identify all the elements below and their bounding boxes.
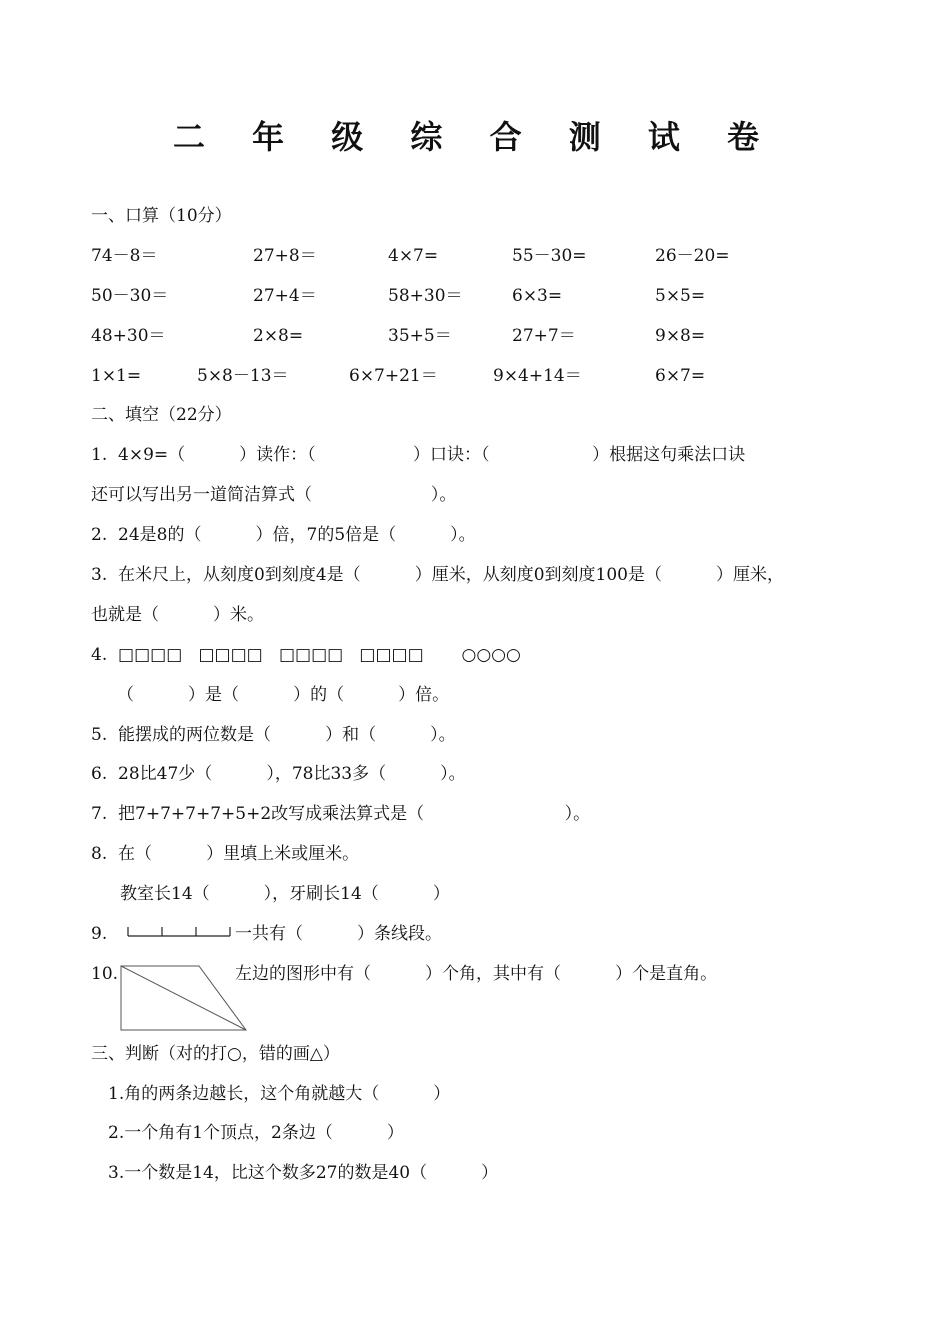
- calc-item: 35+5＝: [388, 326, 452, 346]
- calc-item: 74－8＝: [91, 246, 158, 266]
- calc-item: 9×4+14＝: [493, 366, 582, 386]
- calc-item: 6×7+21＝: [349, 366, 438, 386]
- calc-item: 27+7＝: [512, 326, 576, 346]
- calc-item: 27+8＝: [253, 246, 317, 266]
- calc-item: 5×5=: [655, 286, 706, 306]
- question-1-line-1: 1. 4×9=（ ）读作：（ ）口诀：（ ）根据这句乘法口诀: [91, 445, 746, 465]
- section-heading-fill-blank: 二、填空（22分）: [91, 405, 232, 425]
- page-title: 二 年 级 综 合 测 试 卷: [173, 118, 777, 156]
- calc-item: 4×7=: [388, 246, 439, 266]
- section-heading-true-false: 三、判断（对的打○，错的画△）: [91, 1044, 340, 1064]
- question-5: 5. 能摆成的两位数是（ ）和（ ）。: [91, 725, 456, 745]
- calc-item: 55－30=: [512, 246, 587, 266]
- calc-item: 6×3=: [512, 286, 563, 306]
- question-3-line-1: 3. 在米尺上，从刻度0到刻度4是（ ）厘米，从刻度0到刻度100是（ ）厘米，: [91, 565, 784, 585]
- calc-item: 9×8=: [655, 326, 706, 346]
- calc-item: 50－30＝: [91, 286, 169, 306]
- calc-item: 5×8－13＝: [197, 366, 289, 386]
- section-heading-oral-calc: 一、口算（10分）: [91, 206, 232, 226]
- calc-item: 48+30＝: [91, 326, 166, 346]
- calc-item: 1×1=: [91, 366, 142, 386]
- question-8-line-2: 教室长14（ ），牙刷长14（ ）: [120, 884, 450, 904]
- judge-item: 2.一个角有1个顶点，2条边（ ）: [108, 1123, 404, 1143]
- question-7: 7. 把7+7+7+7+5+2改写成乘法算式是（ ）。: [91, 804, 591, 824]
- question-4-shapes: 4. □□□□ □□□□ □□□□ □□□□ ○○○○: [91, 645, 521, 665]
- question-2: 2. 24是8的（ ）倍，7的5倍是（ ）。: [91, 525, 476, 545]
- calc-item: 2×8=: [253, 326, 304, 346]
- question-6: 6. 28比47少（ ），78比33多（ ）。: [91, 764, 466, 784]
- question-10-text: 左边的图形中有（ ）个角，其中有（ ）个是直角。: [235, 964, 718, 984]
- question-4-line-2: （ ）是（ ）的（ ）倍。: [117, 685, 450, 705]
- calc-item: 6×7=: [655, 366, 706, 386]
- question-1-line-2: 还可以写出另一道简洁算式（ ）。: [91, 485, 457, 505]
- question-8-line-1: 8. 在（ ）里填上米或厘米。: [91, 844, 360, 864]
- trapezoid-figure: [118, 963, 250, 1033]
- question-9-number: 9.: [91, 924, 108, 944]
- calc-item: 26－20=: [655, 246, 730, 266]
- question-10-number: 10.: [91, 964, 119, 984]
- judge-item: 1.角的两条边越长，这个角就越大（ ）: [108, 1084, 451, 1104]
- question-9-text: 一共有（ ）条线段。: [235, 924, 443, 944]
- question-3-line-2: 也就是（ ）米。: [91, 605, 265, 625]
- judge-item: 3.一个数是14，比这个数多27的数是40（ ）: [108, 1163, 499, 1183]
- calc-item: 27+4＝: [253, 286, 317, 306]
- line-segment-figure: [124, 924, 234, 942]
- calc-item: 58+30＝: [388, 286, 463, 306]
